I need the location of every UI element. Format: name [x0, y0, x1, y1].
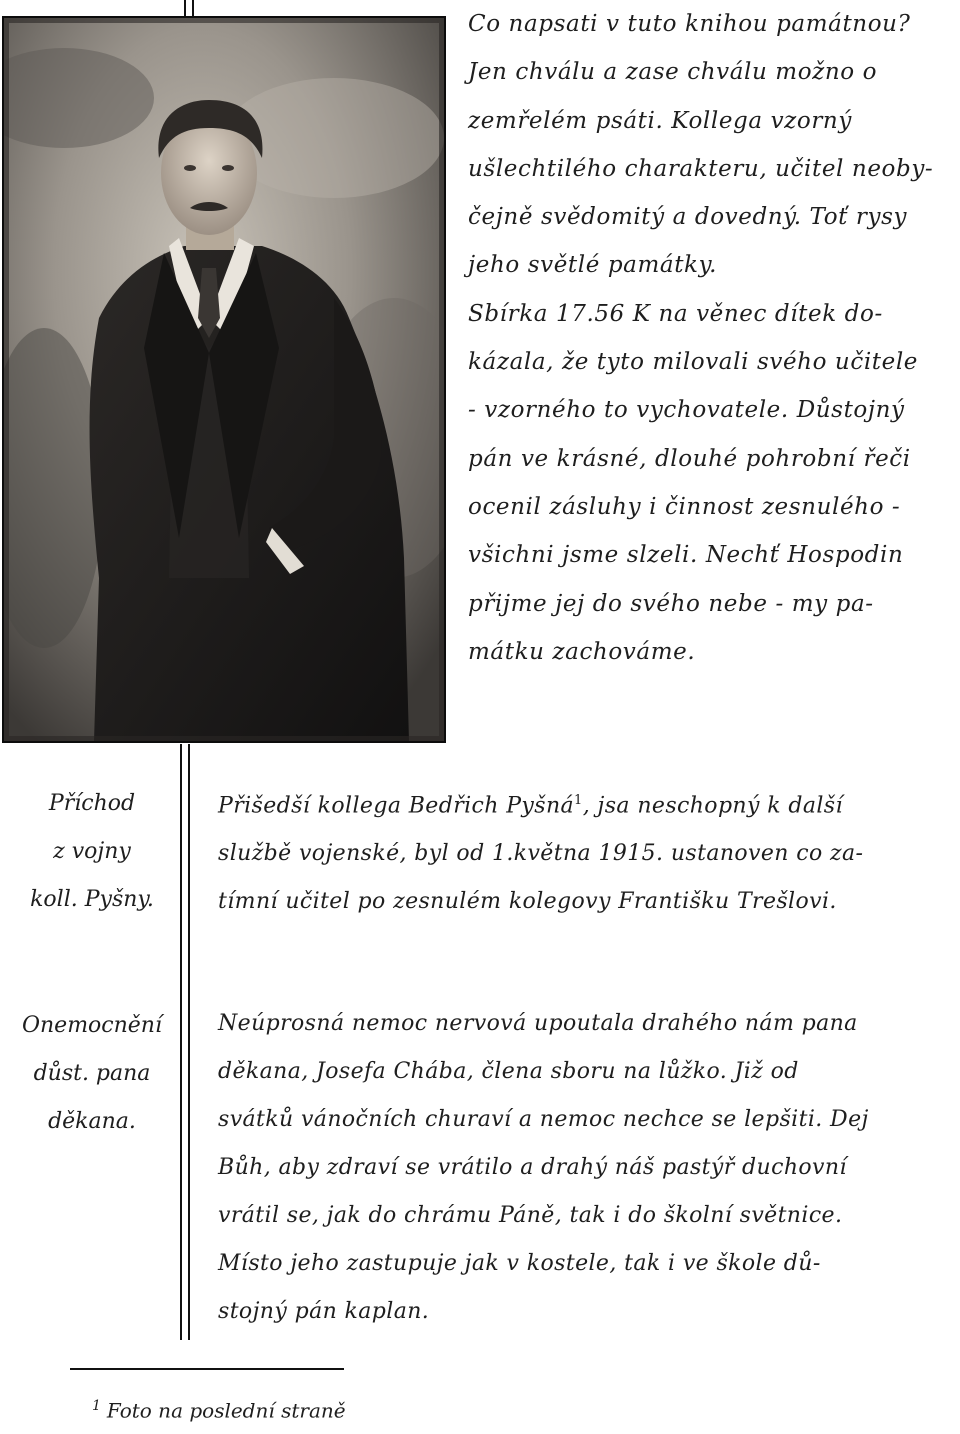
- footnote-divider: [70, 1368, 344, 1370]
- portrait-photograph: [2, 16, 446, 743]
- text-line: zemřelém psáti. Kollega vzorný: [468, 107, 852, 134]
- text-fragment: , jsa neschopný k další: [582, 793, 843, 819]
- text-line: mátku zachováme.: [468, 638, 696, 665]
- text-line: pán ve krásné, dlouhé pohrobní řeči: [468, 445, 911, 472]
- text-line: ocenil zásluhy i činnost zesnulého -: [468, 493, 901, 520]
- footnote: [92, 1398, 346, 1423]
- text-line: tímní učitel po zesnulém kolegovy Františku Trešlovi.: [218, 889, 837, 915]
- column-rule-top-left: [184, 0, 186, 16]
- footnote-number: 1: [92, 1398, 101, 1414]
- text-line: Sbírka 17.56 K na věnec dítek do-: [468, 300, 883, 327]
- margin-line: důst. pana: [33, 1061, 151, 1086]
- column-rule-top-right: [192, 0, 194, 16]
- text-line: děkana, Josefa Chába, člena sboru na lůžko. Již od: [218, 1059, 799, 1084]
- text-line: Místo jeho zastupuje jak v kostele, tak i ve škole dů-: [218, 1251, 821, 1276]
- margin-line: koll. Pyšny.: [30, 887, 154, 912]
- margin-note-return: [8, 780, 176, 924]
- text-line: čejně svědomitý a dovedný. Toť rysy: [468, 204, 908, 231]
- margin-line: děkana.: [48, 1109, 136, 1134]
- column-rule-left: [180, 744, 182, 1340]
- top-entry: [468, 0, 956, 676]
- margin-note-illness: [8, 1002, 176, 1146]
- text-line: jeho světlé památky.: [468, 252, 718, 279]
- text-line: vrátil se, jak do chrámu Páně, tak i do školní světnice.: [218, 1203, 843, 1228]
- footnote-reference: 1: [574, 793, 583, 808]
- text-line: kázala, že tyto milovali svého učitele: [468, 349, 918, 376]
- text-line: službě vojenské, byl od 1.května 1915. ustanoven co za-: [218, 841, 864, 867]
- text-line: Co napsati v tuto knihou památnou?: [468, 11, 911, 37]
- text-line: Jen chválu a zase chválu možno o: [468, 59, 878, 86]
- text-line: stojný pán kaplan.: [218, 1299, 430, 1324]
- text-fragment: Přišedší kollega Bedřich Pyšná: [218, 793, 575, 819]
- margin-line: z vojny: [53, 839, 131, 864]
- column-rule-right: [188, 744, 190, 1340]
- text-line: - vzorného to vychovatele. Důstojný: [468, 397, 905, 424]
- text-line: ušlechtilého charakteru, učitel neoby-: [468, 155, 934, 182]
- text-line: všichni jsme slzeli. Nechť Hospodin: [468, 542, 904, 569]
- text-line: [218, 777, 958, 830]
- margin-line: Onemocnění: [21, 1013, 163, 1038]
- entry-return: [218, 777, 958, 926]
- entry-illness: [218, 1000, 958, 1336]
- text-line: Neúprosná nemoc nervová upoutala drahého nám pana: [218, 1011, 858, 1036]
- footnote-text: Foto na poslední straně: [106, 1398, 346, 1423]
- margin-line: Příchod: [48, 791, 136, 816]
- text-line: přijme jej do svého nebe - my pa-: [468, 590, 874, 617]
- text-line: Bůh, aby zdraví se vrátilo a drahý náš pastýř duchovní: [218, 1155, 847, 1180]
- text-line: svátků vánočních churaví a nemoc nechce se lepšiti. Dej: [218, 1107, 869, 1132]
